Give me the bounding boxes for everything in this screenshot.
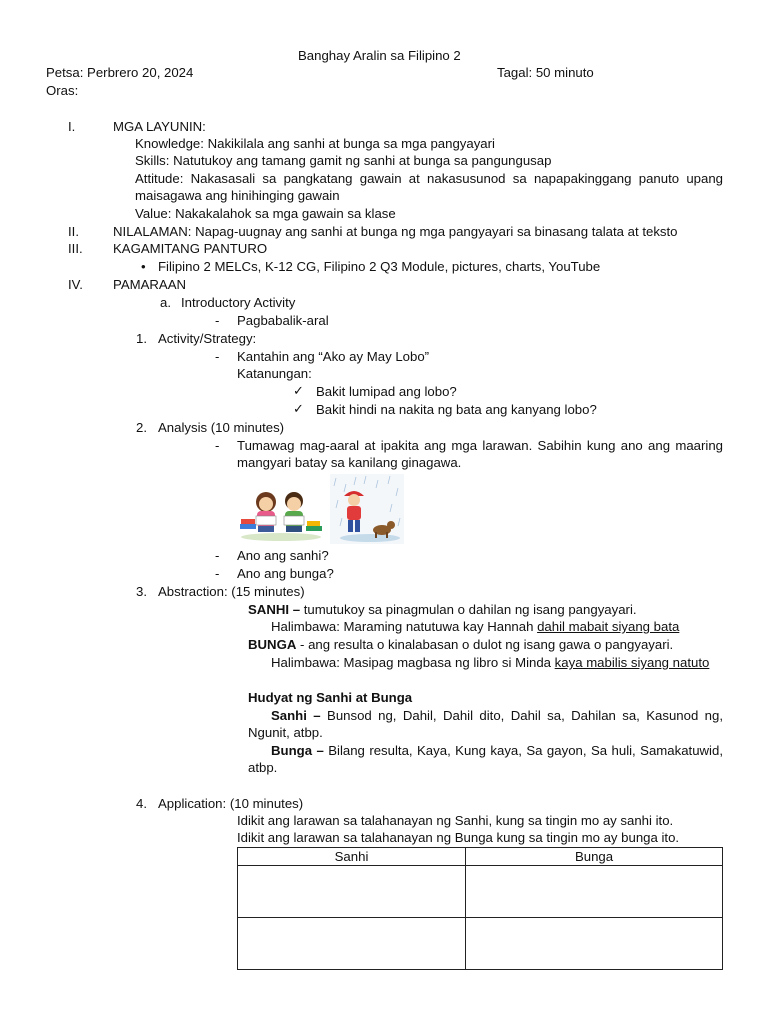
bunga-term: BUNGA bbox=[248, 637, 297, 652]
document-title: Banghay Aralin sa Filipino 2 bbox=[298, 48, 461, 63]
application-instruction-2: Idikit ang larawan sa talahanayan ng Bunga kung sa tingin mo ay bunga ito. bbox=[237, 830, 680, 845]
table-cell bbox=[238, 918, 466, 970]
section-number-4: IV. bbox=[68, 277, 83, 292]
bunga-example-text: Halimbawa: Masipag magbasa ng libro si Minda bbox=[271, 655, 555, 670]
step-2-label: 2. bbox=[136, 420, 147, 435]
step-3-title: Abstraction: (15 minutes) bbox=[158, 584, 305, 599]
dash-marker: - bbox=[215, 566, 220, 581]
dash-marker: - bbox=[215, 349, 220, 364]
check-icon: ✓ bbox=[293, 401, 305, 416]
tagal-text: Tagal: 50 minuto bbox=[497, 65, 594, 80]
dash-marker: - bbox=[215, 438, 220, 453]
step-4-title: Application: (10 minutes) bbox=[158, 796, 304, 811]
kids-reading-illustration bbox=[238, 488, 324, 542]
boy-in-rain-illustration bbox=[330, 474, 404, 544]
objective-knowledge: Knowledge: Nakikilala ang sanhi at bunga sa mga pangyayari bbox=[135, 136, 495, 151]
section-number-1: I. bbox=[68, 119, 76, 134]
objective-skills: Skills: Natutukoy ang tamang gamit ng sanhi at bunga sa pangungusap bbox=[135, 153, 552, 168]
step-2-title: Analysis (10 minutes) bbox=[158, 420, 285, 435]
oras-text: Oras: bbox=[46, 83, 79, 98]
application-instruction-1: Idikit ang larawan sa talahanayan ng Sanhi, kung sa tingin mo ay sanhi ito. bbox=[237, 813, 674, 828]
question-1: Bakit lumipad ang lobo? bbox=[316, 384, 457, 399]
section-title-kagamitan: KAGAMITANG PANTURO bbox=[113, 241, 268, 256]
bunga-example bbox=[248, 654, 723, 671]
bunga-example-underlined: kaya mabilis siyang natuto bbox=[554, 655, 710, 670]
section-nilalaman: NILALAMAN: Napag-uugnay ang sanhi at bunga ng mga pangyayari sa binasang talata at teksto bbox=[113, 224, 678, 239]
hudyat-heading-text: Hudyat ng Sanhi at Bunga bbox=[248, 690, 413, 705]
analysis-question-sanhi: Ano ang sanhi? bbox=[237, 548, 329, 563]
table-row bbox=[238, 866, 723, 918]
table-header-row bbox=[238, 848, 723, 866]
bunga-definition-text: - ang resulta o kinalabasan o dulot ng isang gawa o pangyayari. bbox=[296, 637, 674, 652]
hudyat-bunga-text: Bilang resulta, Kaya, Kung kaya, Sa gayon, Sa huli, Samakatuwid, atbp. bbox=[248, 743, 723, 775]
hudyat-bunga bbox=[248, 742, 723, 776]
step-1-title: Activity/Strategy: bbox=[158, 331, 257, 346]
objective-value: Value: Nakakalahok sa mga gawain sa klase bbox=[135, 206, 396, 221]
step-3-label: 3. bbox=[136, 584, 147, 599]
bunga-definition bbox=[248, 636, 673, 653]
section-title-pamaraan: PAMARAAN bbox=[113, 277, 187, 292]
step-a-label: a. bbox=[160, 295, 171, 310]
section-number-3: III. bbox=[68, 241, 83, 256]
section-number-2: II. bbox=[68, 224, 79, 239]
step-1-item: Kantahin ang “Ako ay May Lobo” bbox=[237, 349, 430, 364]
dash-marker: - bbox=[215, 313, 220, 328]
sanhi-definition bbox=[248, 601, 637, 618]
sanhi-example-underlined: dahil mabait siyang bata bbox=[537, 619, 680, 634]
section-title-layunin: MGA LAYUNIN: bbox=[113, 119, 206, 134]
petsa-text: Petsa: Perbrero 20, 2024 bbox=[46, 65, 194, 80]
sanhi-bunga-table bbox=[237, 847, 723, 970]
step-2-item: Tumawag mag-aaral at ipakita ang mga larawan. Sabihin kung ano ang maaring mangyari batay sa kanilang ginagawa. bbox=[237, 438, 723, 470]
table-cell bbox=[466, 918, 723, 970]
step-a-title: Introductory Activity bbox=[181, 295, 296, 310]
objective-attitude: Attitude: Nakasasali sa pangkatang gawain at nakasusunod sa napapakinggang panuto upang maisagawa ang hinihinging gawain bbox=[135, 171, 723, 203]
analysis-question-bunga: Ano ang bunga? bbox=[237, 566, 334, 581]
materials-list: Filipino 2 MELCs, K-12 CG, Filipino 2 Q3 Module, pictures, charts, YouTube bbox=[158, 259, 601, 274]
sanhi-example-text: Halimbawa: Maraming natutuwa kay Hannah bbox=[271, 619, 538, 634]
check-icon: ✓ bbox=[293, 383, 305, 398]
table-cell bbox=[238, 866, 466, 918]
sanhi-definition-text: tumutukoy sa pinagmulan o dahilan ng isang pangyayari. bbox=[300, 602, 637, 617]
step-1-label: 1. bbox=[136, 331, 147, 346]
hudyat-sanhi-term: Sanhi – bbox=[271, 708, 321, 723]
bullet-icon: • bbox=[141, 259, 146, 274]
step-4-label: 4. bbox=[136, 796, 147, 811]
katanungan-label: Katanungan: bbox=[237, 366, 312, 381]
sanhi-term: SANHI – bbox=[248, 602, 301, 617]
sanhi-example bbox=[271, 618, 679, 635]
table-cell bbox=[466, 866, 723, 918]
hudyat-bunga-term: Bunga – bbox=[271, 743, 324, 758]
table-row bbox=[238, 918, 723, 970]
step-a-item: Pagbabalik-aral bbox=[237, 313, 329, 328]
table-header-sanhi: Sanhi bbox=[238, 848, 466, 866]
question-2: Bakit hindi na nakita ng bata ang kanyang lobo? bbox=[316, 402, 597, 417]
hudyat-sanhi-text: Bunsod ng, Dahil, Dahil dito, Dahil sa, Dahilan sa, Kasunod ng, Ngunit, atbp. bbox=[248, 708, 724, 740]
hudyat-heading bbox=[248, 689, 412, 706]
dash-marker: - bbox=[215, 548, 220, 563]
hudyat-sanhi bbox=[248, 707, 723, 741]
table-header-bunga: Bunga bbox=[466, 848, 723, 866]
